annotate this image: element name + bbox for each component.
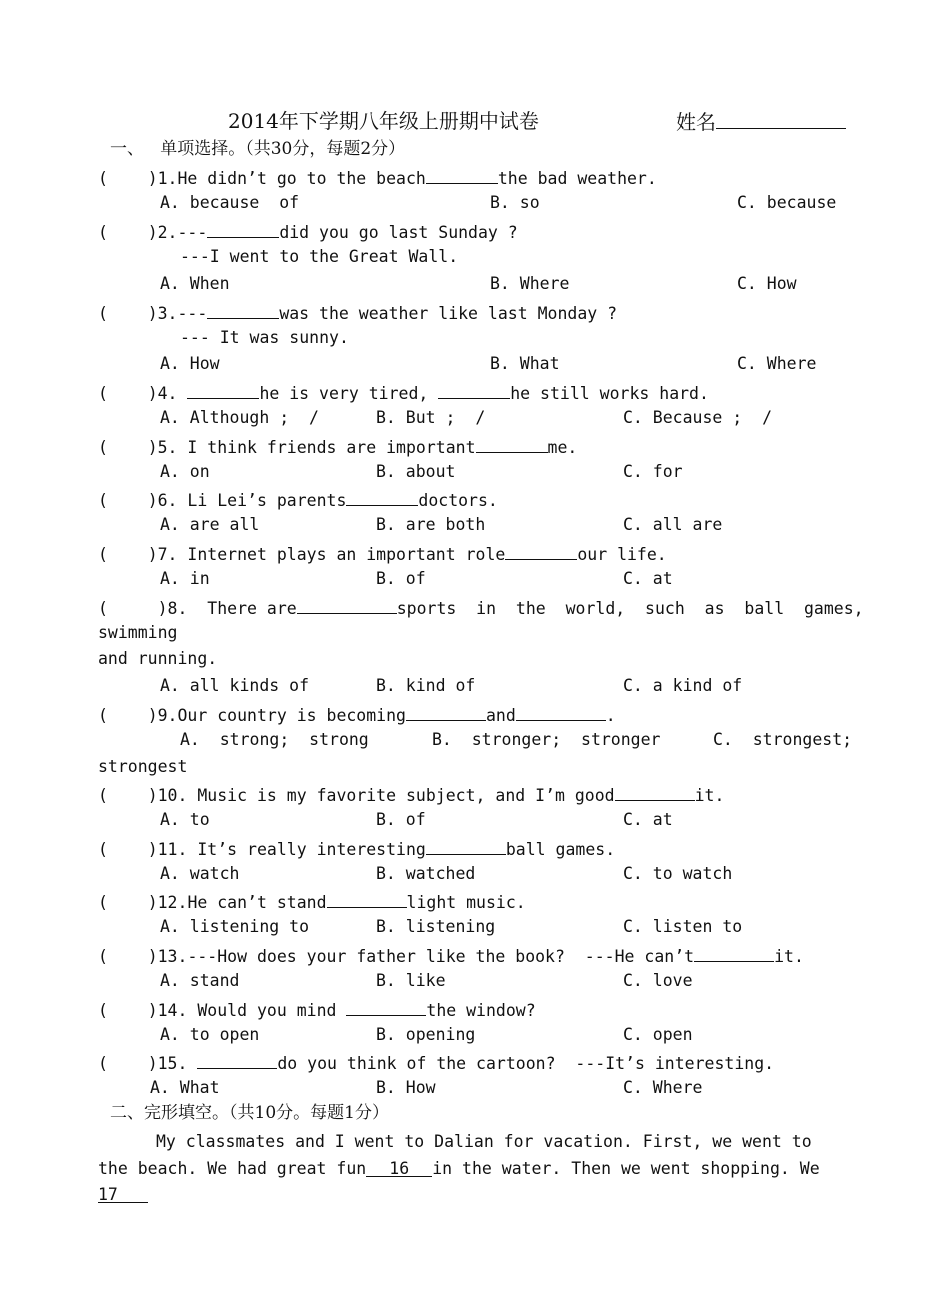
- answer-blank[interactable]: [615, 782, 695, 801]
- question-6: ( )6. Li Lei’s parents doctors.: [98, 487, 498, 512]
- question-13: ( )13.---How does your father like the book? ---He can’t it.: [98, 943, 804, 968]
- option-c: C. love: [623, 971, 693, 990]
- option-a: A. to: [160, 810, 210, 829]
- option-a: A. all kinds of: [160, 676, 310, 695]
- option-b: B. watched: [376, 864, 476, 883]
- answer-blank[interactable]: [207, 219, 279, 238]
- option-a: A. strong; strong: [180, 730, 369, 749]
- option-b: B. kind of: [376, 676, 476, 695]
- option-c: C. for: [623, 462, 683, 481]
- answer-blank[interactable]: [346, 997, 426, 1016]
- question-14: ( )14. Would you mind the window?: [98, 997, 536, 1022]
- option-c: C. Where: [623, 1078, 703, 1097]
- question-8: ( )8. There are sports in the world, such as ball games,: [98, 595, 850, 620]
- question-1: ( )1.He didn’t go to the beach the bad weather.: [98, 165, 657, 190]
- option-b: B. so: [490, 193, 540, 212]
- cloze-paragraph-line: the beach. We had great fun 16 in the water. Then we went shopping. We: [98, 1159, 820, 1178]
- question-3-reply: --- It was sunny.: [180, 328, 349, 347]
- option-a: A. to open: [160, 1025, 260, 1044]
- option-a: A. When: [160, 274, 230, 293]
- name-label: 姓名: [676, 110, 846, 133]
- question-7: ( )7. Internet plays an important role our life.: [98, 541, 667, 566]
- option-c: C. strongest;: [713, 730, 853, 749]
- answer-blank[interactable]: [516, 702, 606, 721]
- answer-blank[interactable]: [297, 595, 397, 614]
- answer-blank[interactable]: [187, 380, 259, 399]
- cloze-blank-16[interactable]: 16: [366, 1158, 432, 1177]
- cloze-paragraph-line: [98, 1184, 148, 1206]
- question-5: ( )5. I think friends are important me.: [98, 434, 577, 459]
- answer-blank[interactable]: [438, 380, 510, 399]
- question-9: ( )9.Our country is becoming and .: [98, 702, 616, 727]
- option-b: B. of: [376, 569, 426, 588]
- option-c: C. How: [737, 274, 797, 293]
- answer-blank[interactable]: [426, 836, 506, 855]
- section2-heading: 二、完形填空。（共10分。每题1分）: [110, 1103, 389, 1123]
- option-b: B. listening: [376, 917, 496, 936]
- question-3: ( )3.--- was the weather like last Monday ?: [98, 300, 617, 325]
- option-c: C. all are: [623, 515, 723, 534]
- answer-blank[interactable]: [207, 300, 279, 319]
- exam-title: 2014年下学期八年级上册期中试卷: [228, 109, 539, 133]
- option-a: A. listening to: [160, 917, 310, 936]
- option-b: B. of: [376, 810, 426, 829]
- option-a: A. What: [150, 1078, 220, 1097]
- option-b: B. What: [490, 354, 560, 373]
- cloze-blank-17[interactable]: 17: [98, 1184, 148, 1203]
- option-a: A. are all: [160, 515, 260, 534]
- option-a: A. Although ; /: [160, 408, 319, 427]
- option-c: C. Where: [737, 354, 817, 373]
- question-8-continued: swimming: [98, 623, 178, 642]
- answer-blank[interactable]: [476, 434, 548, 453]
- option-a: A. on: [160, 462, 210, 481]
- question-2: ( )2.--- did you go last Sunday ?: [98, 219, 518, 244]
- option-a: A. in: [160, 569, 210, 588]
- option-a: A. watch: [160, 864, 240, 883]
- option-c: C. at: [623, 810, 673, 829]
- question-11: ( )11. It’s really interesting ball games.: [98, 836, 615, 861]
- option-c: C. at: [623, 569, 673, 588]
- option-a: A. because of: [160, 193, 300, 212]
- question-10: ( )10. Music is my favorite subject, and I’m good it.: [98, 782, 724, 807]
- name-blank[interactable]: [716, 110, 846, 129]
- option-b: B. Where: [490, 274, 570, 293]
- answer-blank[interactable]: [505, 541, 577, 560]
- question-2-reply: ---I went to the Great Wall.: [180, 247, 459, 266]
- answer-blank[interactable]: [426, 165, 498, 184]
- option-b: B. opening: [376, 1025, 476, 1044]
- option-c: C. to watch: [623, 864, 733, 883]
- option-b: B. are both: [376, 515, 486, 534]
- answer-blank[interactable]: [406, 702, 486, 721]
- option-c: C. a kind of: [623, 676, 743, 695]
- answer-blank[interactable]: [694, 943, 774, 962]
- answer-blank[interactable]: [346, 487, 418, 506]
- option-a: A. How: [160, 354, 220, 373]
- cloze-paragraph-line: My classmates and I went to Dalian for vacation. First, we went to: [156, 1132, 812, 1151]
- option-c-continued: strongest: [98, 757, 188, 776]
- answer-blank[interactable]: [327, 889, 407, 908]
- option-a: A. stand: [160, 971, 240, 990]
- option-c: C. open: [623, 1025, 693, 1044]
- question-4: ( )4. he is very tired, he still works hard.: [98, 380, 709, 405]
- question-8-continued: and running.: [98, 649, 218, 668]
- option-b: B. But ; /: [376, 408, 486, 427]
- option-b: B. about: [376, 462, 456, 481]
- question-12: ( )12.He can’t stand light music.: [98, 889, 526, 914]
- option-c: C. listen to: [623, 917, 743, 936]
- option-c: C. because: [737, 193, 837, 212]
- question-15: ( )15. do you think of the cartoon? ---It’s interesting.: [98, 1050, 774, 1075]
- option-b: B. How: [376, 1078, 436, 1097]
- option-c: C. Because ; /: [623, 408, 773, 427]
- option-b: B. stronger; stronger: [432, 730, 661, 749]
- answer-blank[interactable]: [197, 1050, 277, 1069]
- section1-heading: 一、 单项选择。（共30分，每题2分）: [110, 139, 406, 159]
- option-b: B. like: [376, 971, 446, 990]
